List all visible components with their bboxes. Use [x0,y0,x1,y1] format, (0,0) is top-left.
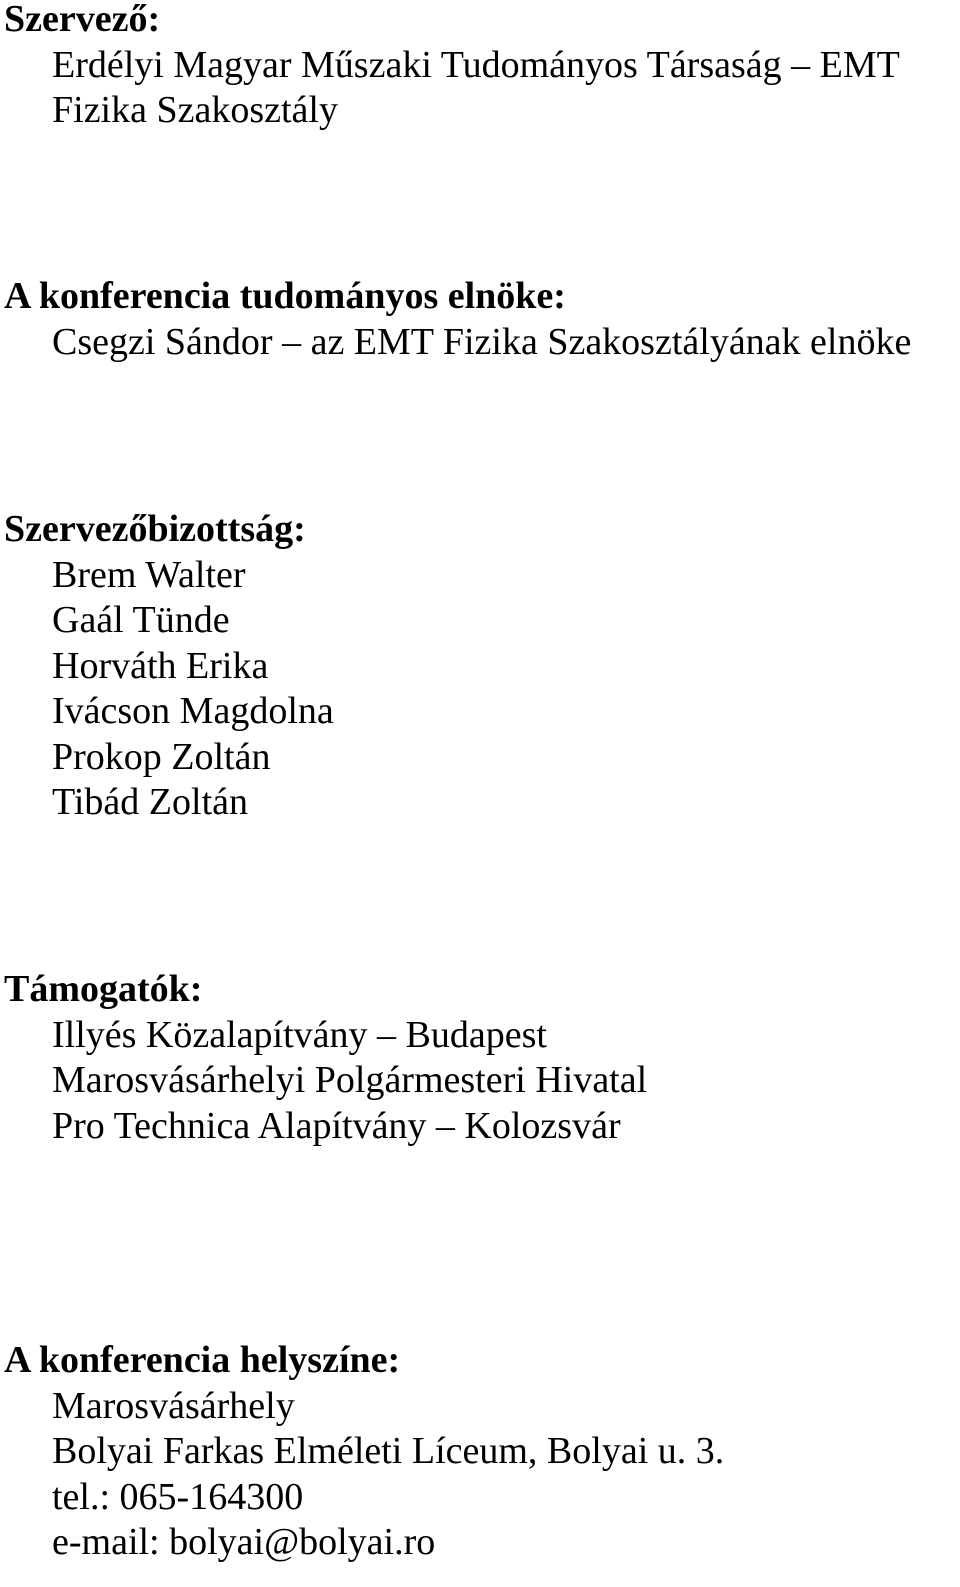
organizer-line: Erdélyi Magyar Műszaki Tudományos Társaság – EMT [52,43,900,86]
committee-section [4,507,954,826]
supporters-lines [4,1013,954,1150]
committee-heading: Szervezőbizottság: [4,508,306,550]
venue-section [4,1338,954,1566]
venue-city: Marosvásárhely [52,1384,295,1427]
organizer-line: Fizika Szakosztály [52,89,338,131]
chair-section [4,274,954,365]
organizer-heading: Szervező: [4,0,161,40]
organizer-section [4,0,954,134]
committee-member: Horváth Erika [52,644,269,687]
supporters-section [4,967,954,1149]
supporters-heading: Támogatók: [4,968,203,1010]
venue-phone: tel.: 065-164300 [52,1475,304,1518]
venue-heading: A konferencia helyszíne: [4,1339,401,1381]
venue-lines [4,1384,954,1566]
committee-member: Tibád Zoltán [52,781,248,823]
supporter-line: Illyés Közalapítvány – Budapest [52,1013,547,1056]
supporter-line: Pro Technica Alapítvány – Kolozsvár [52,1104,621,1147]
chair-line: Csegzi Sándor – az EMT Fizika Szakosztályának elnöke [52,320,912,363]
supporter-line: Marosvásárhelyi Polgármesteri Hivatal [52,1059,648,1101]
committee-member: Gaál Tünde [52,599,230,641]
venue-email: e-mail: bolyai@bolyai.ro [52,1521,436,1563]
committee-member: Prokop Zoltán [52,735,271,778]
committee-members [4,553,954,826]
committee-member: Brem Walter [52,553,246,596]
chair-heading: A konferencia tudományos elnöke: [4,275,566,317]
committee-member: Ivácson Magdolna [52,690,334,732]
chair-lines [4,320,954,366]
organizer-lines [4,43,954,134]
venue-address: Bolyai Farkas Elméleti Líceum, Bolyai u. 3. [52,1430,725,1472]
